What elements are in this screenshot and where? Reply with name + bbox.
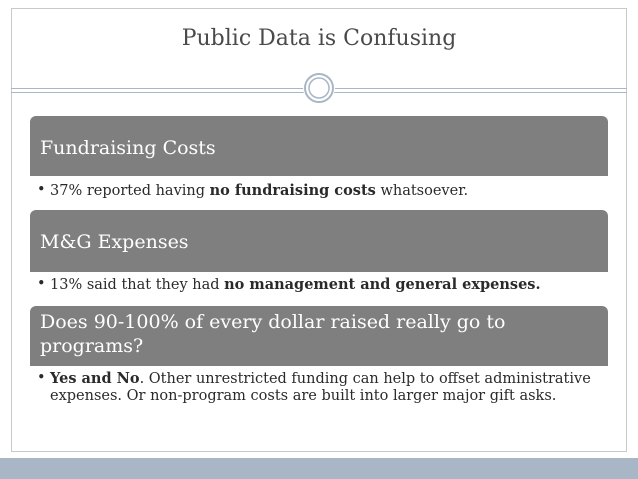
bullet-text: 37% reported having (50, 183, 210, 199)
section-heading-mg-expenses (30, 210, 608, 272)
bullet-emphasis: no fundraising costs (209, 182, 376, 199)
bullet-mg-expenses (50, 276, 610, 294)
footer-bar (0, 458, 638, 479)
bullet-text: 13% said that they had (50, 277, 225, 293)
section-heading-programs-question (30, 306, 608, 366)
section-heading-text: Does 90-100% of every dollar raised really go to programs? (40, 311, 506, 357)
bullet-programs-answer (50, 370, 610, 405)
section-heading-text: Fundraising Costs (40, 137, 216, 159)
slide-title: Public Data is Confusing (181, 26, 457, 51)
section-heading-fundraising (30, 116, 608, 176)
bullet-emphasis: no management and general expenses. (224, 276, 541, 293)
bullet-text: . Other unrestricted funding can help to offset administrative expenses. Or non-program costs are built into larger major gift asks. (50, 371, 591, 404)
bullet-emphasis: Yes and No (50, 370, 140, 387)
circle-ornament-icon (303, 72, 335, 104)
section-heading-text: M&G Expenses (40, 231, 189, 253)
bullet-text: whatsoever. (375, 183, 469, 199)
bullet-fundraising (50, 182, 610, 200)
